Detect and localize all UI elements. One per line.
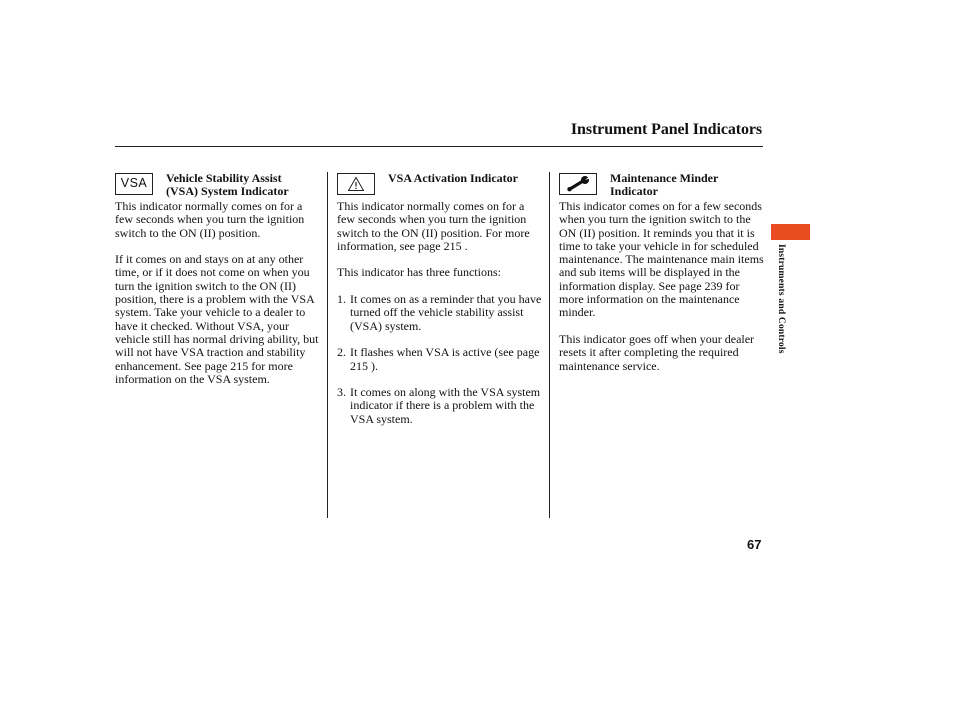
column-divider: [549, 172, 550, 518]
wrench-icon: [559, 173, 597, 195]
list-item: 2. It flashes when VSA is active (see page 215 ).: [337, 345, 540, 373]
column-vsa-system: [115, 172, 323, 399]
paragraph: This indicator comes on for a few seconds when you turn the ignition switch to the ON (II) position. It reminds you that it is time to take your vehicle in for scheduled maintenance. The maintenance main items and sub items will be displayed in the information display. See page 239 for more information on the maintenance minder.: [559, 199, 764, 320]
column-divider: [327, 172, 328, 518]
warning-triangle-icon: [337, 173, 375, 195]
paragraph: This indicator normally comes on for a few seconds when you turn the ignition switch to the ON (II) position. For more information, see page 215 .: [337, 199, 530, 253]
paragraph: This indicator has three functions:: [337, 265, 501, 280]
column-maintenance-minder: [559, 172, 767, 386]
column-vsa-activation: [337, 172, 545, 439]
page-title: Instrument Panel Indicators: [570, 121, 762, 138]
paragraph: This indicator normally comes on for a few seconds when you turn the ignition switch to the ON (II) position.: [115, 199, 305, 240]
section-side-label: Instruments and Controls: [776, 244, 786, 354]
vsa-text-icon: VSA: [115, 173, 153, 195]
section-tab-marker: [771, 224, 810, 240]
section-heading: Vehicle Stability Assist (VSA) System Indicator: [166, 171, 289, 198]
page-number: 67: [747, 537, 762, 552]
list-item: 1. It comes on as a reminder that you have turned off the vehicle stability assist (VSA) system.: [337, 292, 542, 333]
column-heading: [559, 172, 767, 200]
list-item: 3. It comes on along with the VSA system indicator if there is a problem with the VSA system.: [337, 385, 541, 426]
title-divider: [115, 146, 763, 147]
section-heading: Maintenance Minder Indicator: [610, 171, 719, 198]
column-heading: [337, 172, 545, 200]
column-heading: [115, 172, 323, 200]
paragraph: This indicator goes off when your dealer resets it after completing the required maintenance service.: [559, 331, 755, 373]
section-heading: VSA Activation Indicator: [388, 171, 519, 185]
paragraph: If it comes on and stays on at any other time, or if it does not come on when you turn the ignition switch to the ON (II) position, there is a problem with the VSA system. Take your vehicle to a dealer to have it checked. Without VSA, your vehicle still has normal driving ability, but will not have VSA traction and stability enhancement. See page 215 for more information on the VSA system.: [115, 252, 319, 386]
